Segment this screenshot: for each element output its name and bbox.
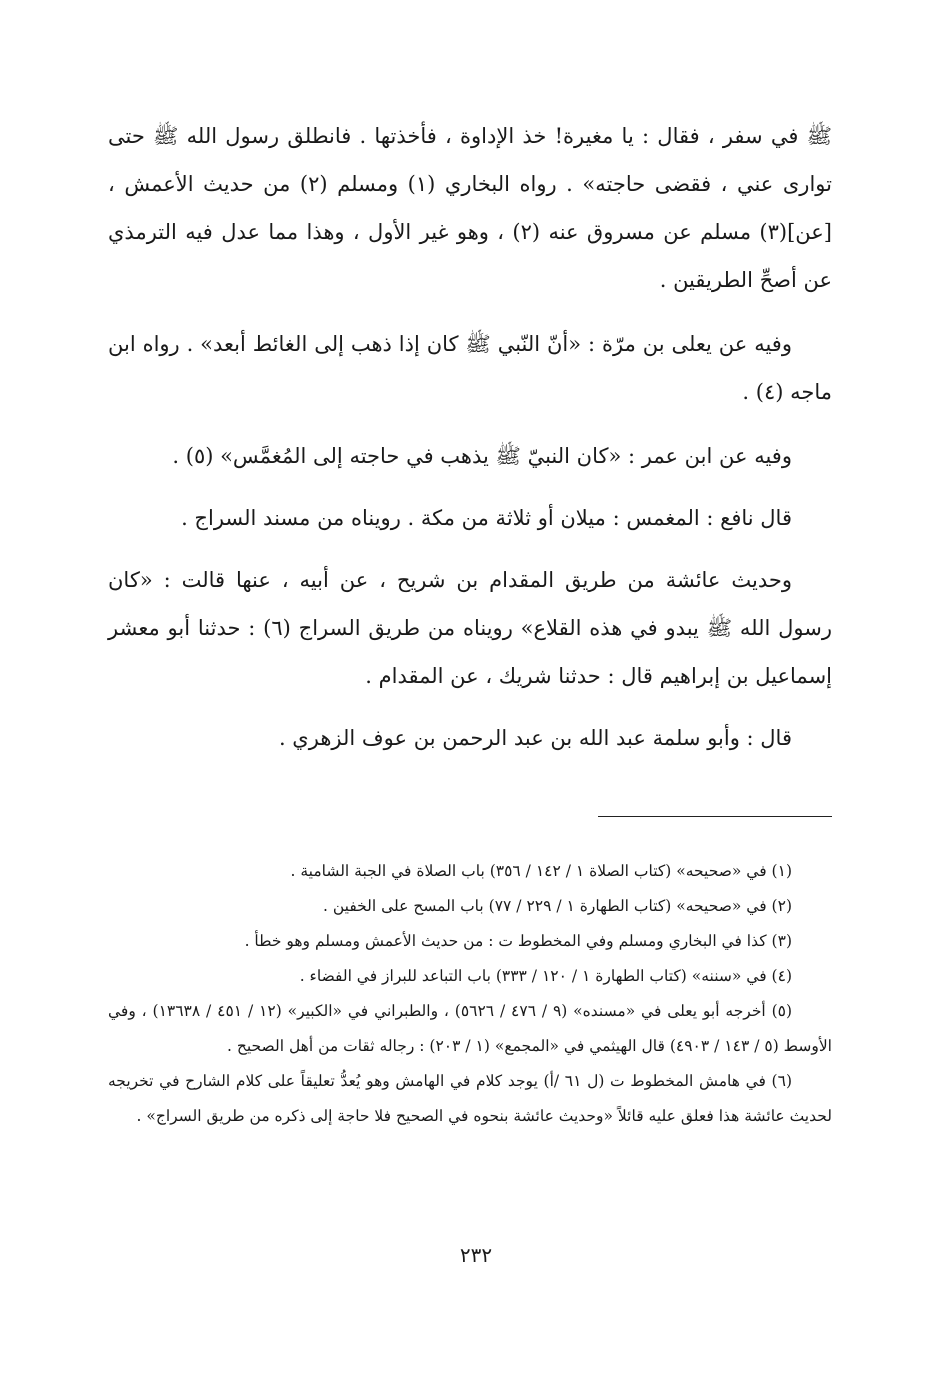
paragraph-1: ﷺ في سفر ، فقال : يا مغيرة! خذ الإداوة ، فأخذتها . فانطلق رسول الله ﷺ حتى توارى عني ، فقضى حاجته» . رواه البخاري (١) ومسلم (٢) من حديث الأعمش ، [عن](٣) مسلم عن مسروق عنه (٢) ، وهو غير الأول ، وهذا مما عدل فيه الترمذي عن أصحِّ الطريقين . <box>108 124 832 292</box>
page <box>108 112 832 1125</box>
footnote-5: (٥) أخرجه أبو يعلى في «مسنده» (٩ / ٤٧٦ / ٥٦٢٦) ، والطبراني في «الكبير» (١٢ / ٤٥١ / ١٣٦٣٨) ، وفي الأوسط (٥ / ١٤٣ / ٤٩٠٣) قال الهيثمي في «المجمع» (١ / ٢٠٣) : رجاله ثقات من أهل الصحيح . <box>108 1002 832 1055</box>
footnote-3: (٣) كذا في البخاري ومسلم وفي المخطوط ت : من حديث الأعمش ومسلم وهو خطأ . <box>244 932 792 950</box>
footnote-6: (٦) في هامش المخطوط ت (ل ٦١ /أ) يوجد كلام في الهامش وهو يُعدُّ تعليقاً على كلام الشارح في تخريجه لحديث عائشة هذا فعلق عليه قائلاً «وحديث عائشة بنحوه في الصحيح فلا حاجة إلى ذكره من طريق السراج» . <box>108 1072 832 1125</box>
main-text <box>108 112 832 762</box>
footnote-4: (٤) في «سننه» (كتاب الطهارة ١ / ١٢٠ / ٣٣٣) باب التباعد للبراز في الفضاء . <box>299 967 792 985</box>
paragraph-5: وحديث عائشة من طريق المقدام بن شريح ، عن أبيه ، عنها قالت : «كان رسول الله ﷺ يبدو في هذه القلاع» رويناه من طريق السراج (٦) : حدثنا أبو معشر إسماعيل بن إبراهيم قال : حدثنا شريك ، عن المقدام . <box>108 568 832 688</box>
page-number: ٢٣٢ <box>459 1243 493 1267</box>
paragraph-4: قال نافع : المغمس : ميلان أو ثلاثة من مكة . رويناه من مسند السراج . <box>181 506 792 530</box>
footnote-2: (٢) في «صحيحه» (كتاب الطهارة ١ / ٢٢٩ / ٧٧) باب المسح على الخفين . <box>322 897 792 915</box>
footnote-1: (١) في «صحيحه» (كتاب الصلاة ١ / ١٤٢ / ٣٥٦) باب الصلاة في الجبة الشامية . <box>290 862 792 880</box>
paragraph-3: وفيه عن ابن عمر : «كان النبيّ ﷺ يذهب في حاجته إلى المُغمَّس» (٥) . <box>172 444 792 468</box>
paragraph-2: وفيه عن يعلى بن مرّة : «أنّ النّبي ﷺ كان إذا ذهب إلى الغائط أبعد» . رواه ابن ماجه (٤) . <box>108 332 832 404</box>
footnote-divider <box>598 816 832 817</box>
paragraph-6: قال : وأبو سلمة عبد الله بن عبد الرحمن بن عوف الزهري . <box>278 726 792 750</box>
footnotes <box>108 854 832 1134</box>
